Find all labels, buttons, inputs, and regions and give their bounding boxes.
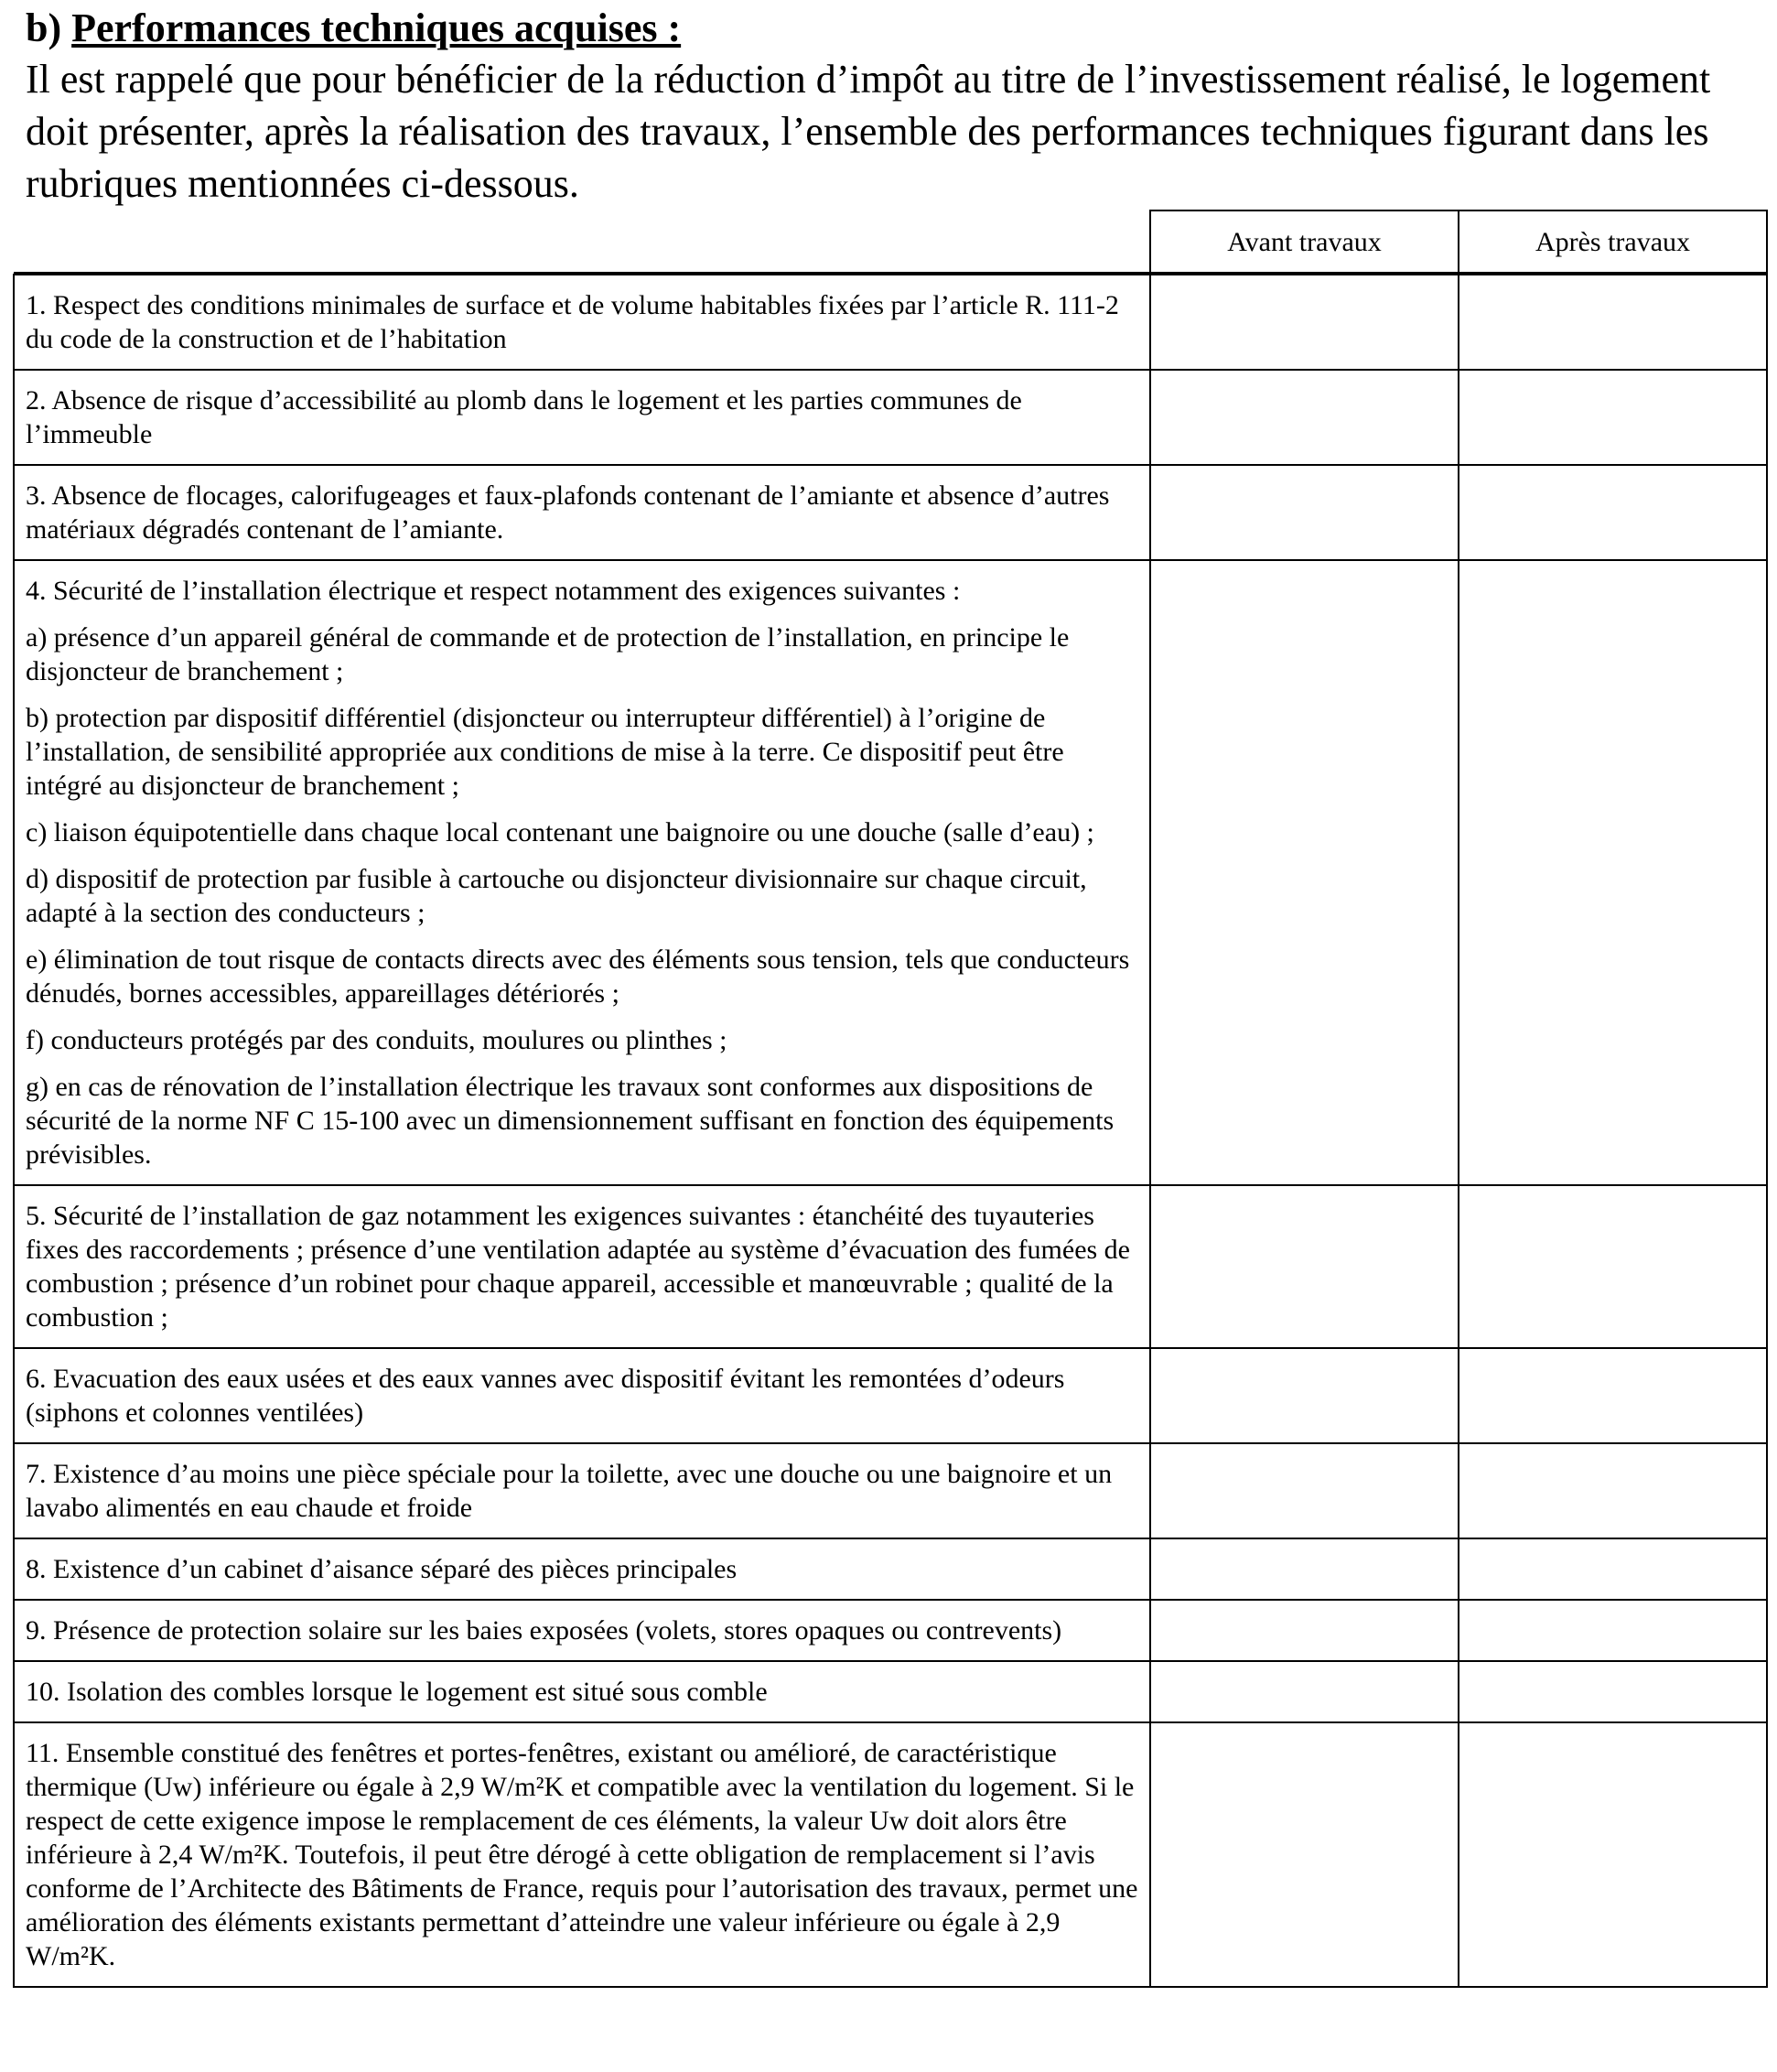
after-works-checkbox-cell[interactable]	[1459, 275, 1767, 370]
after-works-checkbox-cell[interactable]	[1459, 1538, 1767, 1600]
table-row	[14, 1600, 1767, 1661]
requirement-cell	[14, 560, 1150, 1185]
requirement-text: 2. Absence de risque d’accessibilité au plomb dans le logement et les parties communes de l’immeuble	[26, 385, 1022, 449]
header-before-works: Avant travaux	[1150, 210, 1459, 273]
requirement-cell	[14, 1443, 1150, 1538]
requirement-text: 9. Présence de protection solaire sur les baies exposées (volets, stores opaques ou contrevents)	[26, 1615, 1062, 1646]
requirement-subitem: e) élimination de tout risque de contacts directs avec des éléments sous tension, tels que conducteurs dénudés, bornes accessibles, appareillages détériorés ;	[26, 944, 1130, 1009]
requirement-cell	[14, 1538, 1150, 1600]
intro-paragraph: Il est rappelé que pour bénéficier de la réduction d’impôt au titre de l’investissement réalisé, le logement doit présenter, après la réalisation des travaux, l’ensemble des performances techniques figurant dans les rubriques mentionnées ci-dessous.	[26, 57, 1711, 206]
requirement-cell	[14, 1185, 1150, 1348]
before-works-checkbox-cell[interactable]	[1150, 1538, 1459, 1600]
performance-checklist-table	[13, 210, 1768, 1988]
before-works-checkbox-cell[interactable]	[1150, 1722, 1459, 1987]
after-works-checkbox-cell[interactable]	[1459, 1443, 1767, 1538]
after-works-checkbox-cell[interactable]	[1459, 465, 1767, 560]
after-works-checkbox-cell[interactable]	[1459, 370, 1767, 465]
table-row	[14, 370, 1767, 465]
before-works-checkbox-cell[interactable]	[1150, 370, 1459, 465]
after-works-checkbox-cell[interactable]	[1459, 1600, 1767, 1661]
requirement-cell	[14, 370, 1150, 465]
before-works-checkbox-cell[interactable]	[1150, 1348, 1459, 1443]
before-works-checkbox-cell[interactable]	[1150, 465, 1459, 560]
table-row	[14, 1661, 1767, 1722]
requirement-subitem: b) protection par dispositif différentiel (disjoncteur ou interrupteur différentiel) à l’origine de l’installation, de sensibilité appropriée aux conditions de mise à la terre. Ce dispositif peut être intégré au disjoncteur de branchement ;	[26, 703, 1064, 801]
after-works-checkbox-cell[interactable]	[1459, 1348, 1767, 1443]
requirement-subitem: f) conducteurs protégés par des conduits, moulures ou plinthes ;	[26, 1025, 727, 1055]
table-row	[14, 1538, 1767, 1600]
table-header-row	[14, 210, 1767, 273]
requirement-cell	[14, 1722, 1150, 1987]
table-row	[14, 1348, 1767, 1443]
requirement-cell	[14, 1348, 1150, 1443]
before-works-checkbox-cell[interactable]	[1150, 560, 1459, 1185]
before-works-checkbox-cell[interactable]	[1150, 1185, 1459, 1348]
requirement-subitem: g) en cas de rénovation de l’installation électrique les travaux sont conformes aux dispositions de sécurité de la norme NF C 15-100 avec un dimensionnement suffisant en fonction des équipements prévisibles.	[26, 1072, 1115, 1170]
section-prefix: b)	[26, 5, 72, 50]
table-row	[14, 1443, 1767, 1538]
header-after-works: Après travaux	[1459, 210, 1767, 273]
requirement-text: 3. Absence de flocages, calorifugeages et faux-plafonds contenant de l’amiante et absence d’autres matériaux dégradés contenant de l’amiante.	[26, 480, 1110, 545]
requirement-text: 11. Ensemble constitué des fenêtres et portes-fenêtres, existant ou amélioré, de caractéristique thermique (Uw) inférieure ou égale à 2,9 W/m²K et compatible avec la ventilation du logement. Si le respect de cette exigence impose le remplacement de ces éléments, la valeur Uw doit alors être inférieure à 2,4 W/m²K. Toutefois, il peut être dérogé à cette obligation de remplacement si l’avis conforme de l’Architecte des Bâtiments de France, requis pour l’autorisation des travaux, permet une amélioration des éléments existants permettant d’atteindre une valeur inférieure ou égale à 2,9 W/m²K.	[26, 1738, 1138, 1971]
after-works-checkbox-cell[interactable]	[1459, 1722, 1767, 1987]
requirement-subitem: c) liaison équipotentielle dans chaque local contenant une baignoire ou une douche (salle d’eau) ;	[26, 817, 1094, 847]
requirement-subitem: a) présence d’un appareil général de commande et de protection de l’installation, en principe le disjoncteur de branchement ;	[26, 622, 1070, 686]
requirement-cell	[14, 275, 1150, 370]
requirement-text: 7. Existence d’au moins une pièce spéciale pour la toilette, avec une douche ou une baignoire et un lavabo alimentés en eau chaude et froide	[26, 1459, 1113, 1523]
before-works-checkbox-cell[interactable]	[1150, 1443, 1459, 1538]
after-works-checkbox-cell[interactable]	[1459, 1185, 1767, 1348]
before-works-checkbox-cell[interactable]	[1150, 1661, 1459, 1722]
table-row	[14, 465, 1767, 560]
table-row	[14, 560, 1767, 1185]
requirement-cell	[14, 465, 1150, 560]
after-works-checkbox-cell[interactable]	[1459, 1661, 1767, 1722]
table-row	[14, 1185, 1767, 1348]
before-works-checkbox-cell[interactable]	[1150, 275, 1459, 370]
requirement-text: 4. Sécurité de l’installation électrique et respect notamment des exigences suivantes :	[26, 576, 961, 606]
header-blank-cell	[14, 210, 1150, 273]
section-heading	[26, 2, 1764, 55]
checklist-body	[14, 273, 1767, 1987]
after-works-checkbox-cell[interactable]	[1459, 560, 1767, 1185]
requirement-text: 8. Existence d’un cabinet d’aisance séparé des pièces principales	[26, 1554, 738, 1584]
requirement-subitem: d) dispositif de protection par fusible à cartouche ou disjoncteur divisionnaire sur chaque circuit, adapté à la section des conducteurs ;	[26, 864, 1087, 928]
table-row	[14, 275, 1767, 370]
requirement-cell	[14, 1661, 1150, 1722]
section-title: Performances techniques acquises :	[71, 5, 682, 50]
requirement-text: 5. Sécurité de l’installation de gaz notamment les exigences suivantes : étanchéité des tuyauteries fixes des raccordements ; présence d’une ventilation adaptée au système d’évacuation des fumées de combustion ; présence d’un robinet pour chaque appareil, accessible et manœuvrable ; qualité de la combustion ;	[26, 1201, 1131, 1333]
requirement-text: 6. Evacuation des eaux usées et des eaux vannes avec dispositif évitant les remontées d’odeurs (siphons et colonnes ventilées)	[26, 1364, 1065, 1428]
requirement-text: 10. Isolation des combles lorsque le logement est situé sous comble	[26, 1677, 768, 1707]
requirement-text: 1. Respect des conditions minimales de surface et de volume habitables fixées par l’article R. 111-2 du code de la construction et de l’habitation	[26, 290, 1119, 354]
table-row	[14, 1722, 1767, 1987]
before-works-checkbox-cell[interactable]	[1150, 1600, 1459, 1661]
requirement-cell	[14, 1600, 1150, 1661]
